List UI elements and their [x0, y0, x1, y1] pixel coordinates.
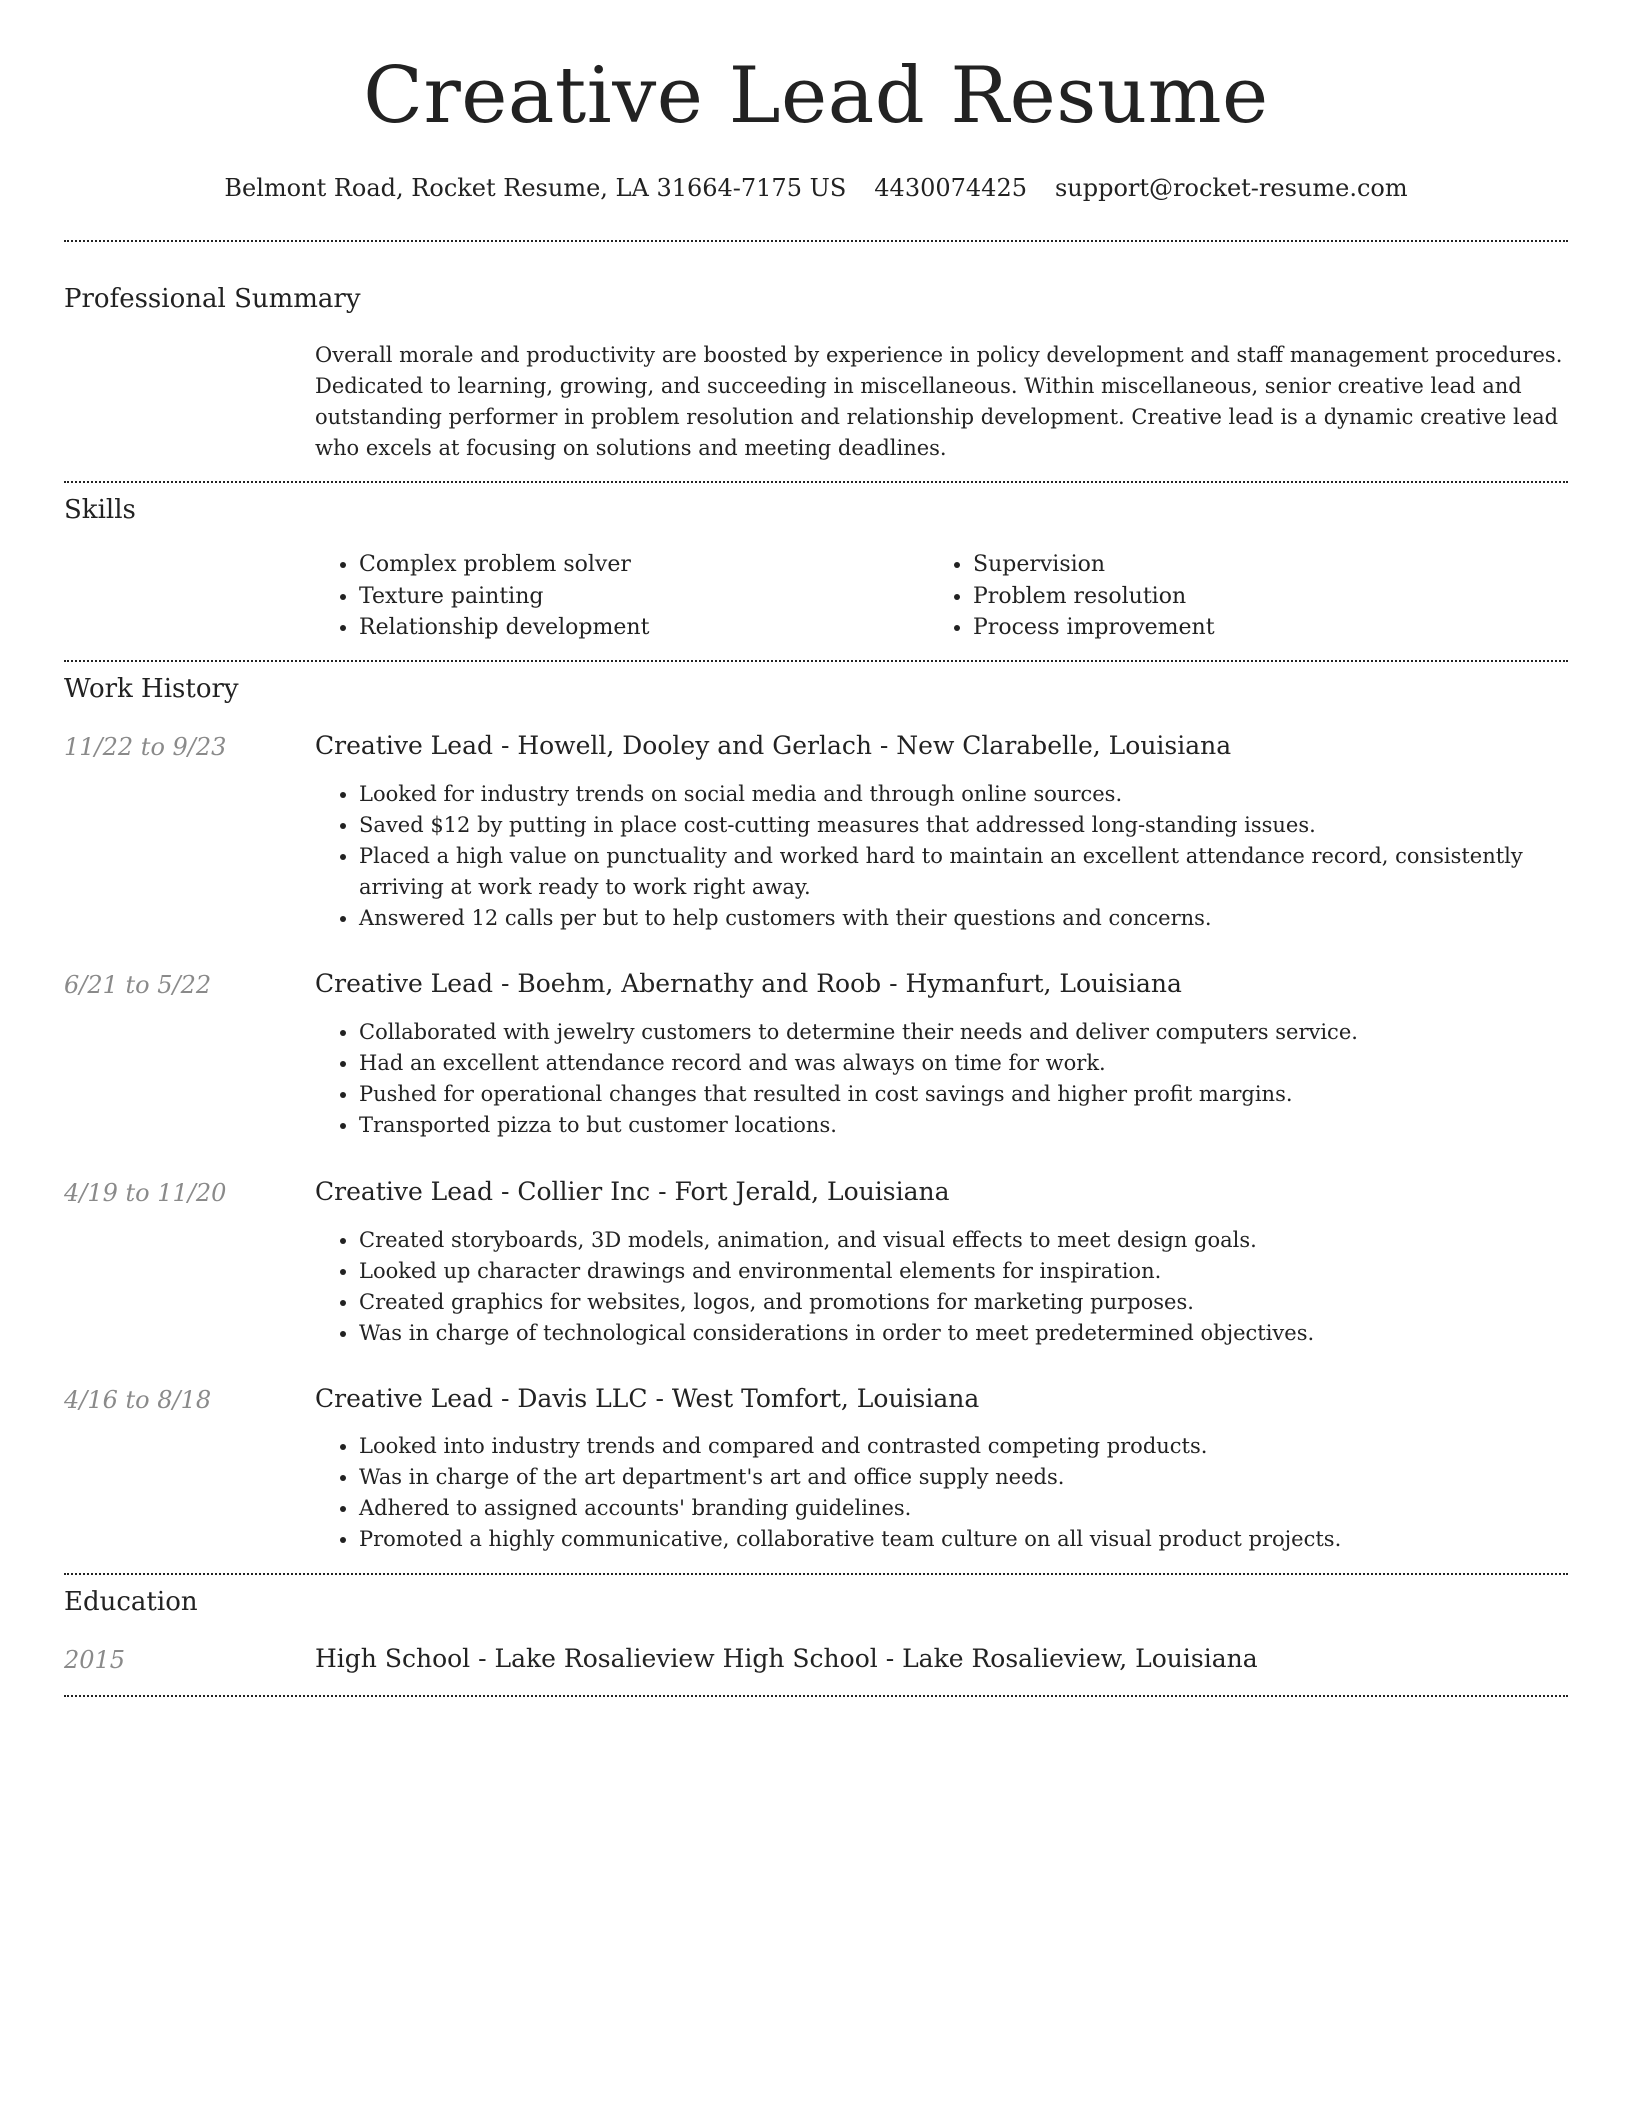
job-title: Creative Lead - Collier Inc - Fort Jerald, Louisiana [315, 1177, 950, 1206]
contact-email[interactable]: support@rocket-resume.com [1054, 174, 1408, 202]
job-bullet: • Was in charge of technological considerations in order to meet predetermined objectives. [359, 1318, 1568, 1349]
job-bullets [315, 1431, 1568, 1555]
job-bullets [315, 1225, 1568, 1349]
summary-text: Overall morale and productivity are boosted by experience in policy development and staff management procedures. Dedicated to learning, growing, and succeeding in miscellaneous. Within miscellaneous, senior creative lead and outstanding performer in problem resolution and relationship development. Creative lead is a dynamic creative lead who excels at focusing on solutions and meeting deadlines. [315, 343, 1563, 460]
job-bullet: • Looked for industry trends on social media and through online sources. [359, 779, 1568, 810]
job-bullet: • Created storyboards, 3D models, animation, and visual effects to meet design goals. [359, 1225, 1568, 1256]
skill-item: • Texture painting [359, 581, 919, 613]
job-bullet: • Adhered to assigned accounts' branding guidelines. [359, 1493, 1568, 1524]
job-bullet: • Created graphics for websites, logos, and promotions for marketing purposes. [359, 1287, 1568, 1318]
job-bullets [315, 1017, 1568, 1141]
section-divider [64, 481, 1568, 483]
skills-list-right [929, 549, 1533, 644]
contact-line [64, 172, 1568, 204]
job-bullet: • Looked into industry trends and compared and contrasted competing products. [359, 1431, 1568, 1462]
job-bullets [315, 779, 1568, 934]
job-bullet: • Had an excellent attendance record and was always on time for work. [359, 1048, 1568, 1079]
skill-item: • Problem resolution [973, 581, 1533, 613]
job-bullet: • Transported pizza to but customer locations. [359, 1110, 1568, 1141]
contact-address: Belmont Road, Rocket Resume, LA 31664-7175 US [224, 174, 847, 202]
job-bullet: • Promoted a highly communicative, collaborative team culture on all visual product projects. [359, 1524, 1568, 1555]
section-divider [64, 660, 1568, 662]
skill-item: • Process improvement [973, 612, 1533, 644]
work-heading: Work History [64, 674, 239, 704]
job-bullet: • Pushed for operational changes that resulted in cost savings and higher profit margins. [359, 1079, 1568, 1110]
job-bullet: • Answered 12 calls per but to help customers with their questions and concerns. [359, 903, 1568, 934]
job-dates: 6/21 to 5/22 [64, 971, 212, 999]
education-heading: Education [64, 1587, 198, 1617]
job-title: Creative Lead - Boehm, Abernathy and Roob - Hymanfurt, Louisiana [315, 969, 1182, 998]
resume-title: Creative Lead Resume [363, 51, 1269, 141]
job-title: Creative Lead - Howell, Dooley and Gerlach - New Clarabelle, Louisiana [315, 731, 1232, 760]
skills-list-left [315, 549, 919, 644]
job-bullet: • Was in charge of the art department's art and office supply needs. [359, 1462, 1568, 1493]
job-bullet: • Placed a high value on punctuality and worked hard to maintain an excellent attendance record, consistently arriving at work ready to work right away. [359, 841, 1568, 903]
job-title: Creative Lead - Davis LLC - West Tomfort, Louisiana [315, 1384, 980, 1413]
education-entry: High School - Lake Rosalieview High School - Lake Rosalieview, Louisiana [315, 1644, 1258, 1673]
skill-item: • Complex problem solver [359, 549, 919, 581]
job-bullet: • Collaborated with jewelry customers to determine their needs and deliver computers service. [359, 1017, 1568, 1048]
section-divider [64, 240, 1568, 242]
contact-phone: 4430074425 [874, 174, 1027, 202]
section-divider [64, 1695, 1568, 1697]
skills-heading: Skills [64, 495, 136, 525]
job-bullet: • Looked up character drawings and environmental elements for inspiration. [359, 1256, 1568, 1287]
summary-heading: Professional Summary [64, 284, 361, 314]
section-divider [64, 1573, 1568, 1575]
job-dates: 11/22 to 9/23 [64, 733, 227, 761]
job-dates: 4/16 to 8/18 [64, 1386, 212, 1414]
job-dates: 4/19 to 11/20 [64, 1179, 227, 1207]
education-year: 2015 [64, 1646, 126, 1674]
job-bullet: • Saved $12 by putting in place cost-cutting measures that addressed long-standing issues. [359, 810, 1568, 841]
skill-item: • Relationship development [359, 612, 919, 644]
skill-item: • Supervision [973, 549, 1533, 581]
